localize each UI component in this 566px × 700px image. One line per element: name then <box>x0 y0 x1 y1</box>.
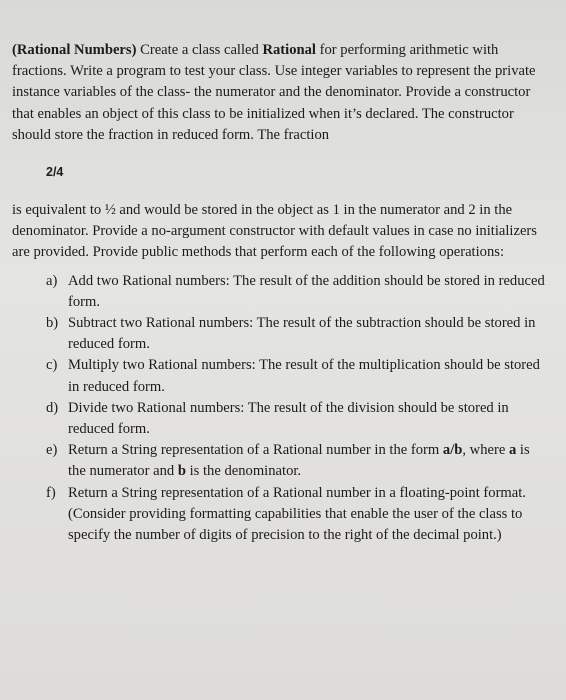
operations-list <box>12 271 546 547</box>
list-marker: b) <box>46 315 59 332</box>
list-item-text: Divide two Rational numbers: The result of the division should be stored in reduced form. <box>68 399 509 438</box>
list-item-text: Multiply two Rational numbers: The result of the multiplication should be stored in reduced form. <box>68 357 540 395</box>
list-item <box>46 483 546 547</box>
list-item-text: Add two Rational numbers: The result of the addition should be stored in reduced form. <box>68 272 545 310</box>
list-marker: e) <box>46 442 58 459</box>
list-marker: c) <box>46 357 58 374</box>
list-item <box>46 398 546 440</box>
text-run: is the denominator. <box>185 463 302 480</box>
example-fraction: 2/4 <box>46 165 64 180</box>
list-item <box>46 313 546 355</box>
class-name: Rational <box>262 42 316 58</box>
list-marker: d) <box>46 399 59 416</box>
body-paragraph: is equivalent to ½ and would be stored in the object as 1 in the numerator and 2 in the denominator. Provide a no-argument constructor with default values in case no initializers are provided. Provide public methods that perform each of the following operations: <box>12 202 537 261</box>
text-run: is the numerator and <box>68 442 530 480</box>
list-item <box>46 355 546 397</box>
list-item-text <box>68 442 530 479</box>
list-item-text: Subtract two Rational numbers: The result of the subtraction should be stored in reduced form. <box>68 315 536 353</box>
list-item-text: Return a String representation of a Rational number in a floating-point format. (Consider providing formatting capabilities that enable the user of the class to specify the number of digits of precision to the right of the decimal point.) <box>68 484 526 544</box>
bold-run: a/b <box>442 442 463 459</box>
list-item <box>46 271 546 313</box>
intro-text-1: Create a class called <box>136 42 263 58</box>
intro-text-2: for performing arithmetic with fractions. Write a program to test your class. Use integer variables to represent the private instance variables of the class- the numerator and the denominator. Provide a constructor that enables an object of this class to be initialized when it’s declared. The constructor should store the fraction in reduced form. The fraction <box>12 42 536 143</box>
text-run: Return a String representation of a Rational number in the form <box>68 442 443 459</box>
problem-title: (Rational Numbers) <box>12 42 137 58</box>
text-run: , where <box>462 442 509 459</box>
bold-run: a <box>508 442 517 459</box>
bold-run: b <box>177 463 186 480</box>
intro-paragraph <box>12 40 546 146</box>
list-marker: a) <box>46 272 58 289</box>
list-item <box>46 440 546 482</box>
list-marker: f) <box>46 484 56 501</box>
